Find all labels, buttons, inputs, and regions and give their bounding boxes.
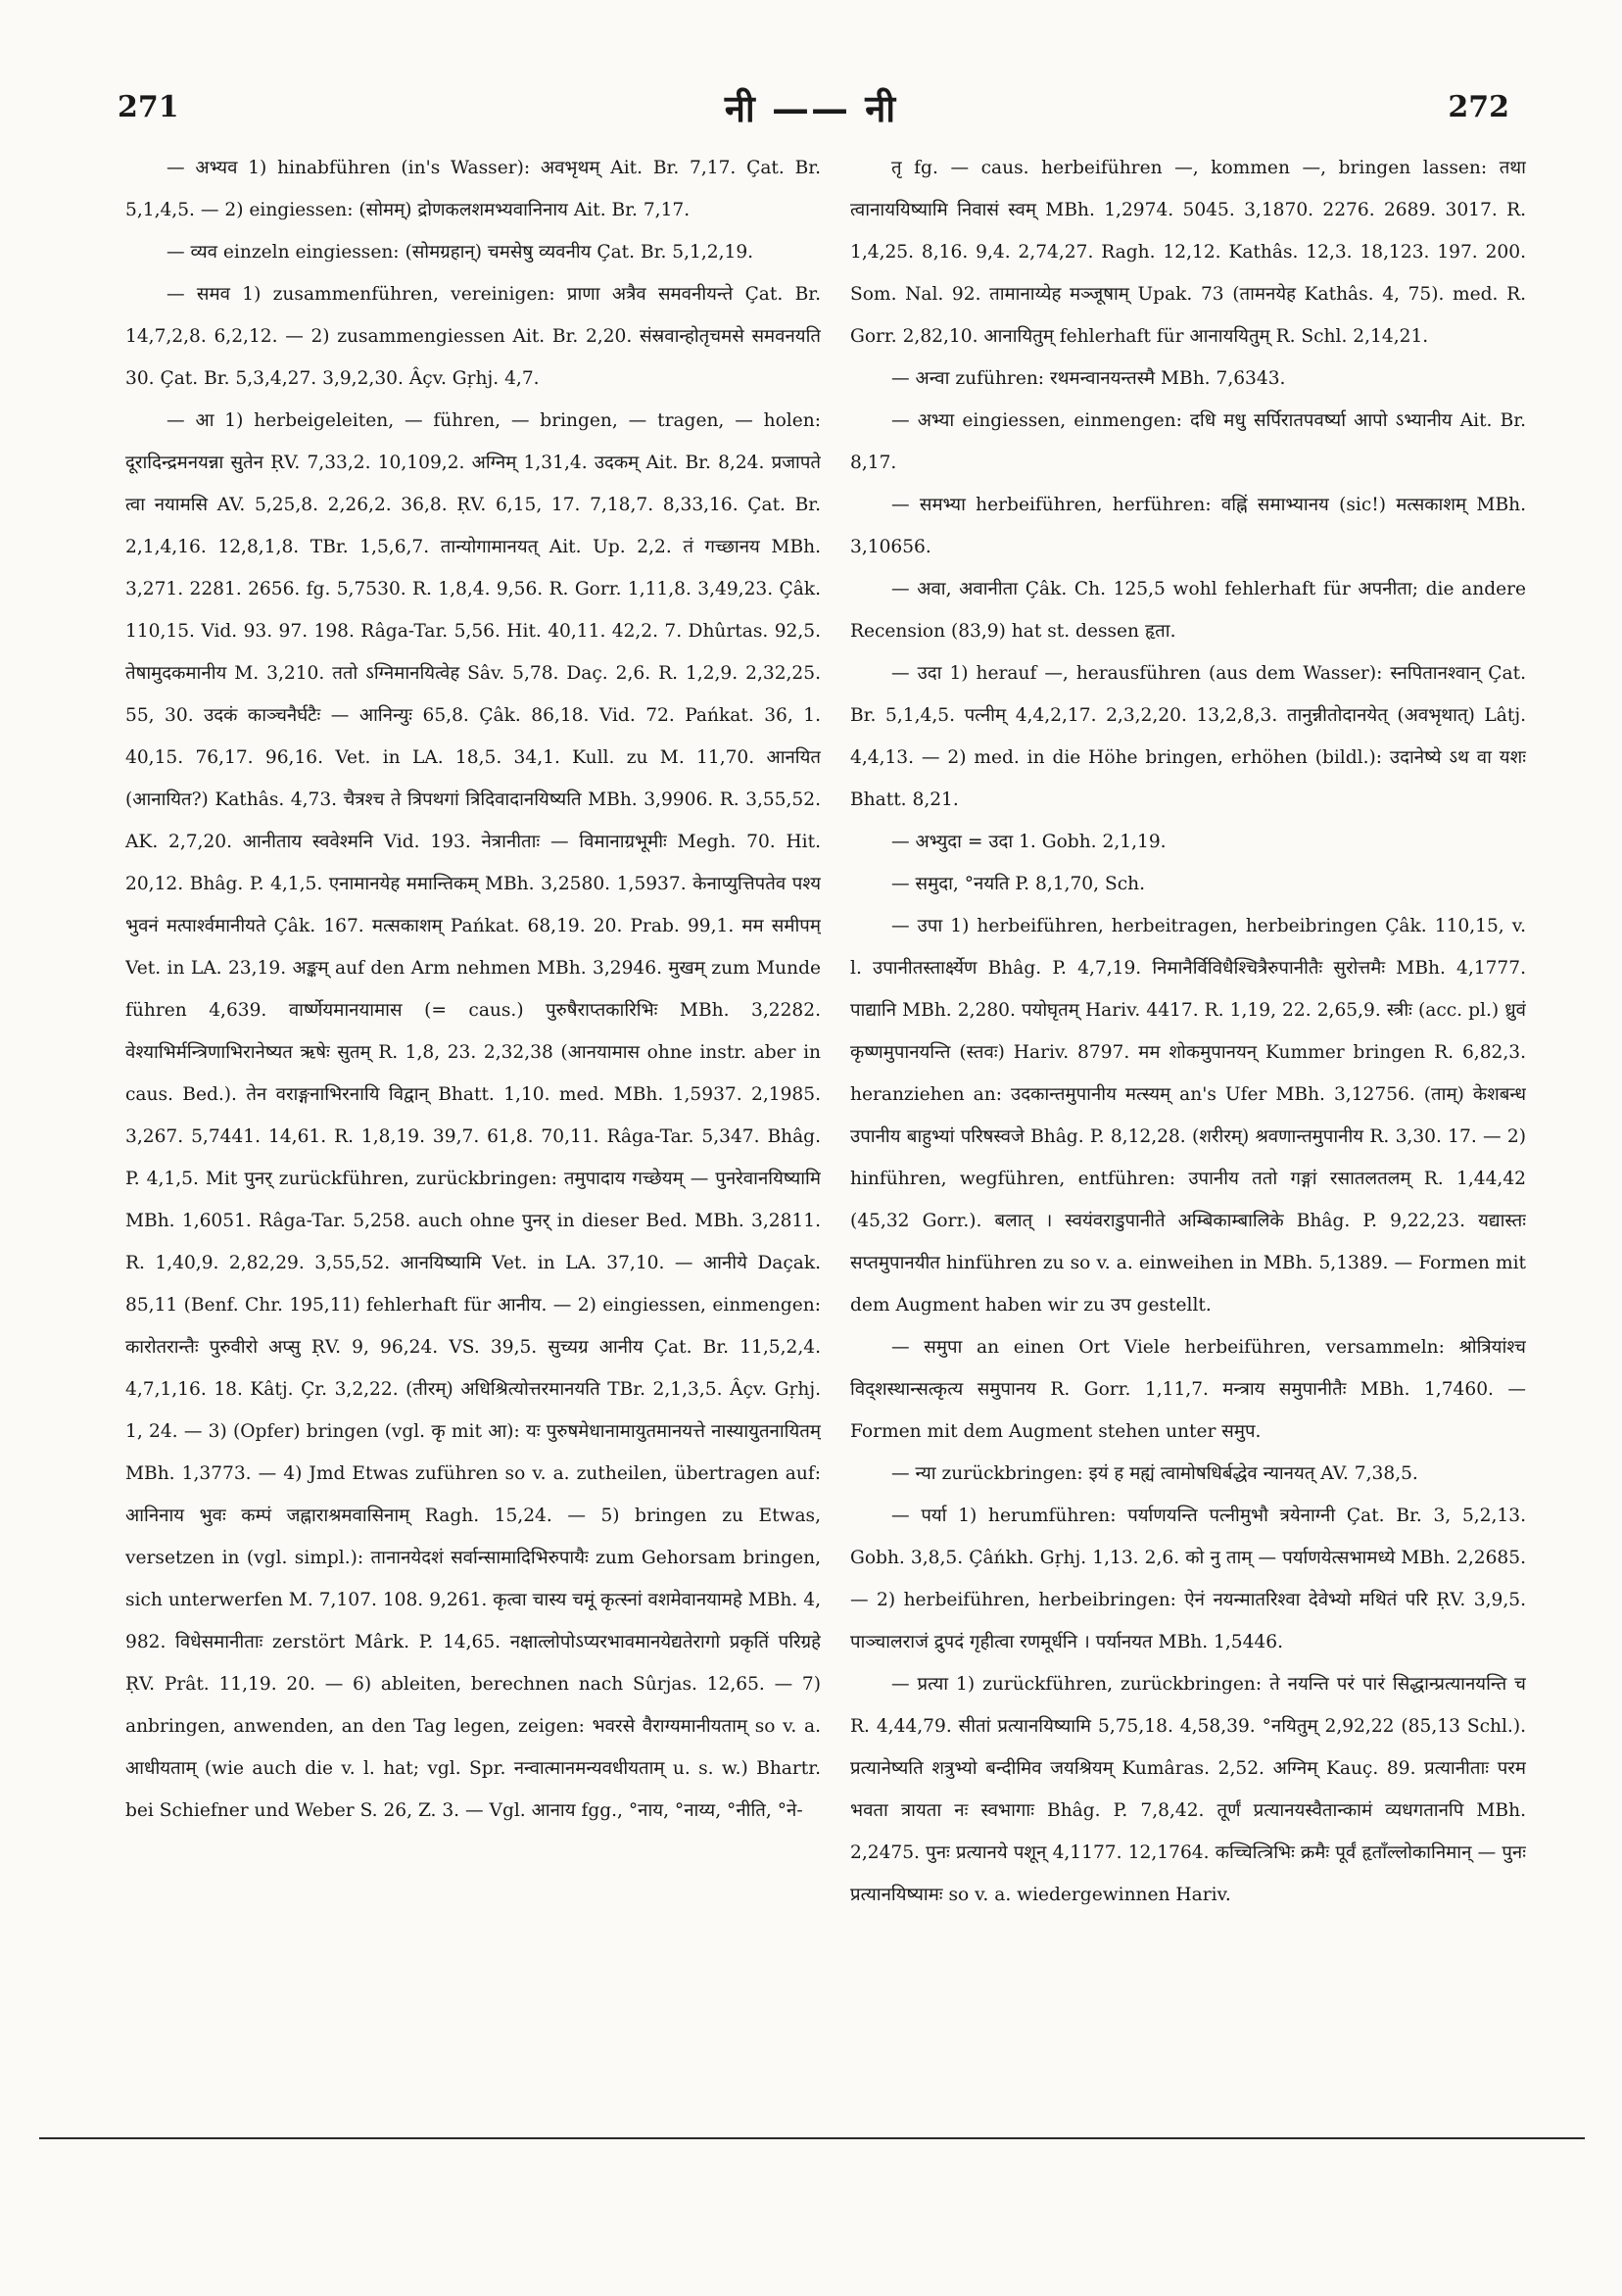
dictionary-entry: — न्या zurückbringen: इयं ह मह्यं त्वामोषधिर्बद्धेव न्यानयत् AV. 7,38,5. — [891, 1463, 1418, 1484]
dictionary-entry: तृ fg. — caus. herbeiführen —, kommen —, bringen lassen: तथा त्वानाययिष्यामि निवासं स्वम् MBh. 1,2974. 5045. 3,1870. 2276. 2689. 3017. R. 1,4,25. 8,16. 9,4. 2,74,27. Ragh. 12,12. Kathâs. 12,3. 18,123. 197. 200. Som. Nal. 92. तामानाय्येह मञ्जूषाम् Upak. 73 (तामनयेह Kathâs. 4, 75). med. R. Gorr. 2,82,10. आनायितुम् fehlerhaft für आनाययितुम् R. Schl. 2,14,21. — [850, 158, 1526, 347]
left-page-number: 271 — [118, 90, 179, 124]
dictionary-entry: — अन्वा zuführen: रथमन्वानयन्तस्मै MBh. 7,6343. — [891, 368, 1286, 389]
dictionary-entry: — व्यव einzeln eingiessen: (सोमग्रहान्) चमसेषु व्यवनीय Çat. Br. 5,1,2,19. — [167, 242, 754, 263]
dictionary-entry: — समुपा an einen Ort Viele herbeiführen, versammeln: श्रोत्रियांश्च विद्शस्थान्सत्कृत्य समुपानय R. Gorr. 1,11,7. मन्त्राय समुपानीतैः MBh. 1,7460. — Formen mit dem Augment stehen unter समुप. — [850, 1337, 1526, 1442]
page-header — [0, 0, 1622, 147]
left-column — [125, 147, 821, 2106]
dictionary-entry: — अभ्युदा = उदा 1. Gobh. 2,1,19. — [891, 832, 1167, 852]
dictionary-entry: — उदा 1) herauf —, herausführen (aus dem Wasser): स्नपितानश्वान् Çat. Br. 5,1,4,5. पत्नीम् 4,4,2,17. 2,3,2,20. 13,2,8,3. तानुन्नीतोदानयेत् (अवभृथात्) Lâtj. 4,4,13. — 2) med. in die Höhe bringen, erhöhen (bildl.): उदानेष्ये ऽथ वा यशः Bhatt. 8,21. — [850, 663, 1526, 810]
dictionary-entry: — प्रत्या 1) zurückführen, zurückbringen: ते नयन्ति परं पारं सिद्धान्प्रत्यानयन्ति च R. 4,44,79. सीतां प्रत्यानयिष्यामि 5,75,18. 4,58,39. °नयितुम् 2,92,22 (85,13 Schl.). प्रत्यानेष्यति शत्रुभ्यो बन्दीमिव जयश्रियम् Kumâras. 2,52. अग्निम् Kauç. 89. प्रत्यानीताः परम भवता त्रायता नः स्वभागाः Bhâg. P. 7,8,42. तूर्णं प्रत्यानयस्वैतान्कामं व्यधगतानपि MBh. 2,2475. पुनः प्रत्यानये पशून् 4,1177. 12,1764. कच्चित्त्रिभिः क्रमैः पूर्वं हृताँल्लोकानिमान् — पुनः प्रत्यानयिष्यामः so v. a. wiedergewinnen Hariv. — [850, 1674, 1526, 1905]
dictionary-entry: — समव 1) zusammenführen, vereinigen: प्राणा अत्रैव समवनीयन्ते Çat. Br. 14,7,2,8. 6,2,12. — 2) zusammengiessen Ait. Br. 2,20. संस्रवान्होतृचमसे समवनयति 30. Çat. Br. 5,3,4,27. 3,9,2,30. Âçv. Gṛhj. 4,7. — [125, 284, 821, 389]
dictionary-entry: — समुदा, °नयति P. 8,1,70, Sch. — [891, 874, 1145, 894]
dictionary-entry: — पर्या 1) herumführen: पर्याणयन्ति पत्नीमुभौ त्रयेनाग्नी Çat. Br. 3, 5,2,13. Gobh. 3,8,5. Çâńkh. Gṛhj. 1,13. 2,6. को नु ताम् — पर्याणयेत्सभामध्ये MBh. 2,2685. — 2) herbeiführen, herbeibringen: ऐनं नयन्मातरिश्वा देवेभ्यो मथितं परि ṚV. 3,9,5. पाञ्चालराजं द्रुपदं गृहीत्वा रणमूर्धनि । पर्यानयत MBh. 1,5446. — [850, 1506, 1526, 1652]
dictionary-entry: — उपा 1) herbeiführen, herbeitragen, herbeibringen Çâk. 110,15, v. l. उपानीतस्तार्क्ष्येण Bhâg. P. 4,7,19. निमानैर्विविधैश्चित्रैरुपानीतैः सुरोत्तमैः MBh. 4,1777. पाद्यानि MBh. 2,280. पयोघृतम् Hariv. 4417. R. 1,19, 22. 2,65,9. स्त्रीः (acc. pl.) ध्रुवं कृष्णमुपानयन्ति (स्तवः) Hariv. 8797. मम शोकमुपानयन् Kummer bringen R. 6,82,3. heranziehen an: उदकान्तमुपानीय मत्स्यम् an's Ufer MBh. 3,12756. (ताम्) केशबन्ध उपानीय बाहुभ्यां परिषस्वजे Bhâg. P. 8,12,28. (शरीरम्) श्रवणान्तमुपानीय R. 3,30. 17. — 2) hinführen, wegführen, entführen: उपानीय ततो गङ्गां रसातलतलम् R. 1,44,42 (45,32 Gorr.). बलात् । स्वयंवराडुपानीते अम्बिकाम्बालिके Bhâg. P. 9,22,23. यद्यास्तः सप्तमुपानयीत hinführen zu so v. a. einweihen in MBh. 5,1389. — Formen mit dem Augment haben wir zu उप gestellt. — [850, 916, 1526, 1315]
right-page-number: 272 — [1448, 90, 1509, 124]
running-head: नी —— नी — [724, 86, 898, 130]
dictionary-entry: — अभ्या eingiessen, einmengen: दधि मधु सर्पिरातपवर्ष्या आपो ऽभ्यानीय Ait. Br. 8,17. — [850, 410, 1526, 473]
dictionary-entry: — अवा, अवानीता Çâk. Ch. 125,5 wohl fehlerhaft für अपनीता; die andere Recension (83,9) hat st. dessen हृता. — [850, 579, 1526, 642]
right-column — [850, 147, 1526, 2106]
dictionary-entry: — अभ्यव 1) hinabführen (in's Wasser): अवभृथम् Ait. Br. 7,17. Çat. Br. 5,1,4,5. — 2) eingiessen: (सोमम्) द्रोणकलशमभ्यवानिनाय Ait. Br. 7,17. — [125, 158, 821, 220]
dictionary-entry: — आ 1) herbeigeleiten, — führen, — bringen, — tragen, — holen: दूरादिन्द्रमनयन्ना सुतेन ṚV. 7,33,2. 10,109,2. अग्निम् 1,31,4. उदकम् Ait. Br. 8,24. प्रजापते त्वा नयामसि AV. 5,25,8. 2,26,2. 36,8. ṚV. 6,15, 17. 7,18,7. 8,33,16. Çat. Br. 2,1,4,16. 12,8,1,8. TBr. 1,5,6,7. तान्योगामानयत् Ait. Up. 2,2. तं गच्छानय MBh. 3,271. 2281. 2656. fg. 5,7530. R. 1,8,4. 9,56. R. Gorr. 1,11,8. 3,49,23. Çâk. 110,15. Vid. 93. 97. 198. Râga-Tar. 5,56. Hit. 40,11. 42,2. 7. Dhûrtas. 92,5. तेषामुदकमानीय M. 3,210. ततो ऽग्निमानयित्वेह Sâv. 5,78. Daç. 2,6. R. 1,2,9. 2,32,25. 55, 30. उदकं काञ्चनैर्घटैः — आनिन्युः 65,8. Çâk. 86,18. Vid. 72. Pańkat. 36, 1. 40,15. 76,17. 96,16. Vet. in LA. 18,5. 34,1. Kull. zu M. 11,70. आनयित (आनायित?) Kathâs. 4,73. चैत्रश्च ते त्रिपथगां त्रिदिवादानयिष्यति MBh. 3,9906. R. 3,55,52. AK. 2,7,20. आनीताय स्ववेश्मनि Vid. 193. नेत्रानीताः — विमानाग्रभूमीः Megh. 70. Hit. 20,12. Bhâg. P. 4,1,5. एनामानयेह ममान्तिकम् MBh. 3,2580. 1,5937. केनाप्युत्तिपतेव पश्य भुवनं मत्पार्श्वमानीयते Çâk. 167. मत्सकाशम् Pańkat. 68,19. 20. Prab. 99,1. मम समीपम् Vet. in LA. 23,19. अङ्कम् auf den Arm nehmen MBh. 3,2946. मुखम् zum Munde führen 4,639. वार्ष्णेयमानयामास (= caus.) पुरुषैराप्तकारिभिः MBh. 3,2282. वेश्याभिर्मन्त्रिणाभिरानेष्यत ऋषेः सुतम् R. 1,8, 23. 2,32,38 (आनयामास ohne instr. aber in caus. Bed.). तेन वराङ्गनाभिरनायि विद्वान् Bhatt. 1,10. med. MBh. 1,5937. 2,1985. 3,267. 5,7441. 14,61. R. 1,8,19. 39,7. 61,8. 70,11. Râga-Tar. 5,347. Bhâg. P. 4,1,5. Mit पुनर् zurückführen, zurückbringen: तमुपादाय गच्छेयम् — पुनरेवानयिष्यामि MBh. 1,6051. Râga-Tar. 5,258. auch ohne पुनर् in dieser Bed. MBh. 3,2811. R. 1,40,9. 2,82,29. 3,55,52. आनयिष्यामि Vet. in LA. 37,10. — आनीये Daçak. 85,11 (Benf. Chr. 195,11) fehlerhaft für आनीय. — 2) eingiessen, einmengen: कारोतरान्तैः पुरुवीरो अप्सु ṚV. 9, 96,24. VS. 39,5. सुच्यग्र आनीय Çat. Br. 11,5,2,4. 4,7,1,16. 18. Kâtj. Çr. 3,2,22. (तीरम्) अधिश्रित्योत्तरमानयति TBr. 2,1,3,5. Âçv. Gṛhj. 1, 24. — 3) (Opfer) bringen (vgl. कृ mit आ): यः पुरुषमेधानामायुतमानयत्ते नास्यायुतनायितम् MBh. 1,3773. — 4) Jmd Etwas zuführen so v. a. zutheilen, übertragen auf: आनिनाय भुवः कम्पं जह्नाराश्रमवासिनाम् Ragh. 15,24. — 5) bringen zu Etwas, versetzen in (vgl. simpl.): तानानयेदशं सर्वान्सामादिभिरुपायैः zum Gehorsam bringen, sich unterwerfen M. 7,107. 108. 9,261. कृत्वा चास्य चमूं कृत्स्नां वशमेवानयामहे MBh. 4, 982. विधेसमानीताः zerstört Mârk. P. 14,65. नक्षात्लोपोऽप्यरभावमानयेद्यतेरागो प्रकृतिं परिग्रहे ṚV. Prât. 11,19. 20. — 6) ableiten, berechnen nach Sûrjas. 12,65. — 7) anbringen, anwenden, an den Tag legen, zeigen: भवरसे वैराग्यमानीयताम् so v. a. आधीयताम् (wie auch die v. l. hat; vgl. Spr. नन्वात्मानमन्यवधीयताम् u. s. w.) Bhartr. bei Schiefner und Weber S. 26, Z. 3. — Vgl. आनाय fgg., °नाय, °नाय्य, °नीति, °ने- — [125, 410, 821, 1821]
bottom-rule — [39, 2137, 1585, 2139]
dictionary-entry: — समभ्या herbeiführen, herführen: वह्निं समाभ्यानय (sic!) मत्सकाशम् MBh. 3,10656. — [850, 495, 1526, 557]
